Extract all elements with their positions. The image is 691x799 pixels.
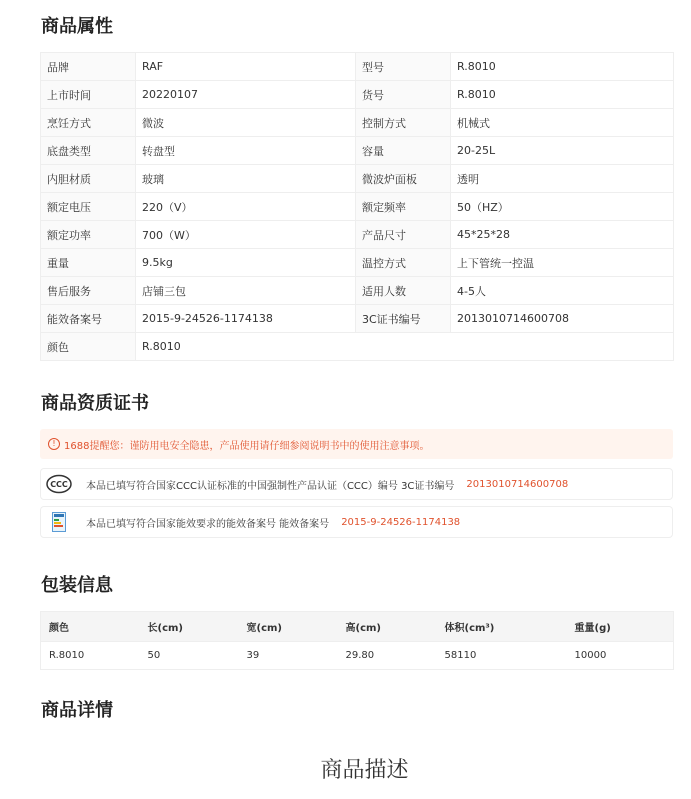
packaging-header: 宽(cm) [239, 612, 338, 642]
attribute-row [41, 333, 674, 361]
attribute-key: 品牌 [41, 53, 136, 81]
attributes-title: 商品属性 [41, 16, 113, 37]
attribute-value: 微波 [136, 109, 356, 137]
attribute-key: 温控方式 [356, 249, 451, 277]
attribute-row [41, 81, 674, 109]
attribute-key: 3C证书编号 [356, 305, 451, 333]
attribute-value: 4-5人 [451, 277, 674, 305]
attribute-value: 9.5kg [136, 249, 356, 277]
ccc-certificate-text: 本品已填写符合国家CCC认证标准的中国强制性产品认证（CCC）编号 3C证书编号 [86, 480, 455, 492]
attribute-row [41, 221, 674, 249]
attribute-key: 产品尺寸 [356, 221, 451, 249]
attribute-key: 额定频率 [356, 193, 451, 221]
attribute-value: 店铺三包 [136, 277, 356, 305]
attribute-key: 型号 [356, 53, 451, 81]
table-row [41, 642, 674, 670]
packaging-cell: R.8010 [41, 642, 140, 670]
notice-text: 1688提醒您：谨防用电安全隐患，产品使用请仔细参阅说明书中的使用注意事项。 [64, 440, 430, 452]
attribute-value: 2013010714600708 [451, 305, 674, 333]
attribute-value: R.8010 [136, 333, 674, 361]
attribute-value: 转盘型 [136, 137, 356, 165]
description-heading: 商品描述 [320, 758, 409, 783]
attribute-value: RAF [136, 53, 356, 81]
ccc-icon [46, 474, 72, 494]
attribute-value: 玻璃 [136, 165, 356, 193]
attribute-value: R.8010 [451, 81, 674, 109]
attribute-value: 45*25*28 [451, 221, 674, 249]
warning-icon: ! [48, 438, 60, 450]
attribute-value: 700（W） [136, 221, 356, 249]
attribute-value: 50（HZ） [451, 193, 674, 221]
packaging-cell: 29.80 [338, 642, 437, 670]
packaging-header: 长(cm) [140, 612, 239, 642]
packaging-cell: 50 [140, 642, 239, 670]
attribute-key: 重量 [41, 249, 136, 277]
packaging-header: 高(cm) [338, 612, 437, 642]
attribute-value: 220（V） [136, 193, 356, 221]
attribute-key: 能效备案号 [41, 305, 136, 333]
attribute-key: 烹饪方式 [41, 109, 136, 137]
packaging-cell: 39 [239, 642, 338, 670]
attribute-row [41, 193, 674, 221]
attribute-value: 2015-9-24526-1174138 [136, 305, 356, 333]
attribute-key: 售后服务 [41, 277, 136, 305]
packaging-cell: 58110 [437, 642, 567, 670]
energy-certificate-text: 本品已填写符合国家能效要求的能效备案号 能效备案号 [86, 518, 330, 530]
details-title: 商品详情 [41, 700, 113, 721]
attribute-key: 微波炉面板 [356, 165, 451, 193]
packaging-table [40, 611, 674, 670]
ccc-certificate-number: 2013010714600708 [466, 478, 569, 490]
attributes-table [40, 52, 674, 361]
energy-label-icon [46, 512, 72, 532]
ccc-certificate-row [40, 468, 673, 500]
attribute-key: 颜色 [41, 333, 136, 361]
attribute-key: 额定电压 [41, 193, 136, 221]
safety-notice [40, 429, 673, 459]
attribute-value: R.8010 [451, 53, 674, 81]
attribute-row [41, 277, 674, 305]
attribute-value: 20220107 [136, 81, 356, 109]
attribute-value: 上下管统一控温 [451, 249, 674, 277]
attribute-key: 底盘类型 [41, 137, 136, 165]
attribute-row [41, 137, 674, 165]
attribute-key: 容量 [356, 137, 451, 165]
energy-certificate-number: 2015-9-24526-1174138 [341, 516, 461, 528]
attribute-row [41, 165, 674, 193]
attribute-value: 机械式 [451, 109, 674, 137]
energy-certificate-row [40, 506, 673, 538]
certificates-title: 商品资质证书 [41, 393, 149, 414]
packaging-cell: 10000 [567, 642, 674, 670]
packaging-header: 颜色 [41, 612, 140, 642]
attribute-row [41, 109, 674, 137]
attribute-value: 20-25L [451, 137, 674, 165]
packaging-header: 重量(g) [567, 612, 674, 642]
packaging-title: 包装信息 [41, 575, 113, 596]
attribute-key: 内胆材质 [41, 165, 136, 193]
svg-text:CCC: CCC [50, 480, 68, 489]
attribute-key: 控制方式 [356, 109, 451, 137]
attribute-row [41, 305, 674, 333]
attribute-key: 额定功率 [41, 221, 136, 249]
attribute-row [41, 53, 674, 81]
attribute-key: 上市时间 [41, 81, 136, 109]
packaging-header: 体积(cm³) [437, 612, 567, 642]
attribute-value: 透明 [451, 165, 674, 193]
attribute-row [41, 249, 674, 277]
attribute-key: 货号 [356, 81, 451, 109]
attribute-key: 适用人数 [356, 277, 451, 305]
